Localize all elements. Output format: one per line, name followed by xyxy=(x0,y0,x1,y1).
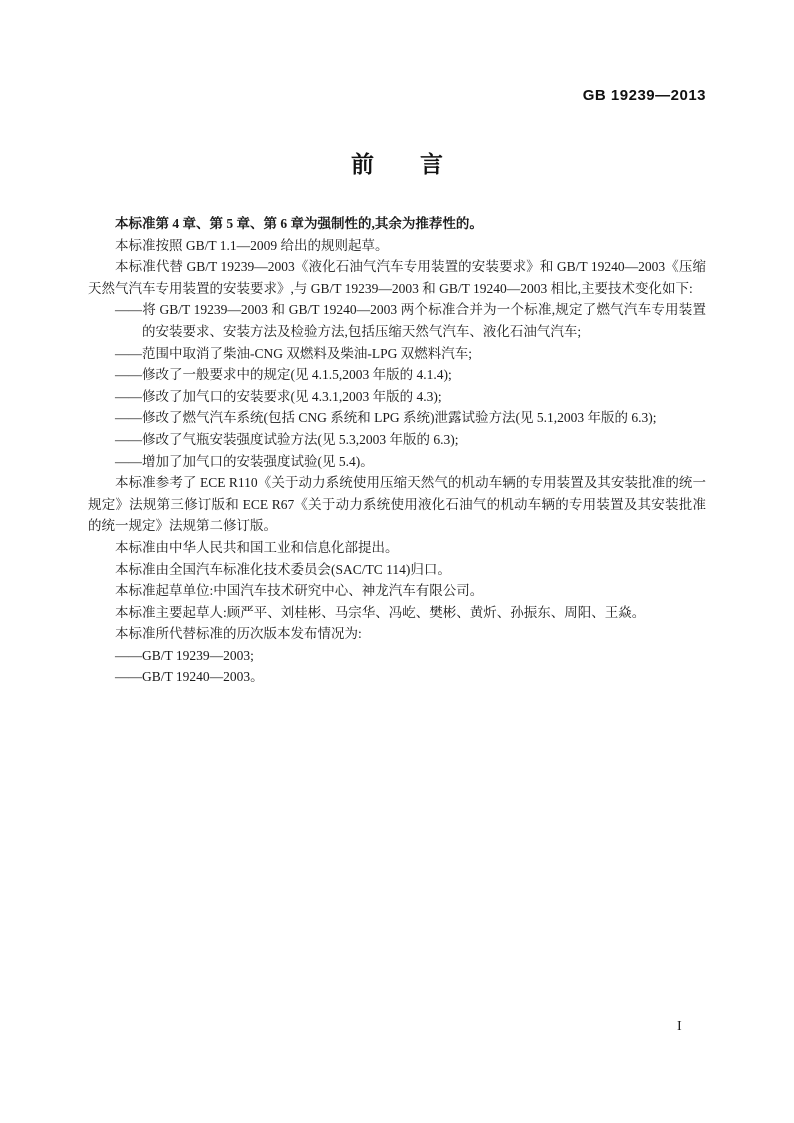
change-list-item: ——将 GB/T 19239—2003 和 GB/T 19240—2003 两个标准合并为一个标准,规定了燃气汽车专用装置的安装要求、安装方法及检验方法,包括压缩天然气汽车、液化石油气汽车; xyxy=(115,302,706,339)
change-list-item: ——修改了燃气汽车系统(包括 CNG 系统和 LPG 系统)泄露试验方法(见 5.1,2003 年版的 6.3); xyxy=(115,410,657,426)
change-list-item: ——增加了加气口的安装强度试验(见 5.4)。 xyxy=(115,453,374,469)
page-title: 前 言 xyxy=(351,152,443,177)
paragraph-mandatory-note: 本标准第 4 章、第 5 章、第 6 章为强制性的,其余为推荐性的。 xyxy=(115,216,483,231)
foreword-body xyxy=(88,213,706,688)
previous-edition-item: ——GB/T 19239—2003; xyxy=(115,647,254,663)
change-list-item: ——修改了一般要求中的规定(见 4.1.5,2003 年版的 4.1.4); xyxy=(115,367,452,383)
paragraph-replaces: 本标准代替 GB/T 19239—2003《液化石油气汽车专用装置的安装要求》和 GB/T 19240—2003《压缩天然气汽车专用装置的安装要求》,与 GB/T 19239—2003 和 GB/T 19240—2003 相比,主要技术变化如下: xyxy=(88,259,706,296)
previous-edition-item: ——GB/T 19240—2003。 xyxy=(115,669,264,685)
paragraph-committee: 本标准由全国汽车标准化技术委员会(SAC/TC 114)归口。 xyxy=(115,561,451,577)
paragraph-references: 本标准参考了 ECE R110《关于动力系统使用压缩天然气的机动车辆的专用装置及其安装批准的统一规定》法规第三修订版和 ECE R67《关于动力系统使用液化石油气的机动车辆的专用装置及其安装批准的统一规定》法规第二修订版。 xyxy=(88,475,706,534)
change-list-item: ——修改了气瓶安装强度试验方法(见 5.3,2003 年版的 6.3); xyxy=(115,431,459,447)
change-list-item: ——修改了加气口的安装要求(见 4.3.1,2003 年版的 4.3); xyxy=(115,388,442,404)
paragraph-drafting-units: 本标准起草单位:中国汽车技术研究中心、神龙汽车有限公司。 xyxy=(115,583,484,599)
paragraph-drafting-rule: 本标准按照 GB/T 1.1—2009 给出的规则起草。 xyxy=(115,237,389,253)
paragraph-previous-editions-intro: 本标准所代替标准的历次版本发布情况为: xyxy=(115,626,362,642)
page-number: I xyxy=(677,1019,682,1034)
standard-number: GB 19239—2013 xyxy=(582,87,706,104)
change-list-item: ——范围中取消了柴油-CNG 双燃料及柴油-LPG 双燃料汽车; xyxy=(115,345,472,361)
paragraph-drafters: 本标准主要起草人:顾严平、刘桂彬、马宗华、冯屹、樊彬、黄炘、孙振东、周阳、王焱。 xyxy=(115,604,646,620)
paragraph-proposed-by: 本标准由中华人民共和国工业和信息化部提出。 xyxy=(115,539,399,555)
